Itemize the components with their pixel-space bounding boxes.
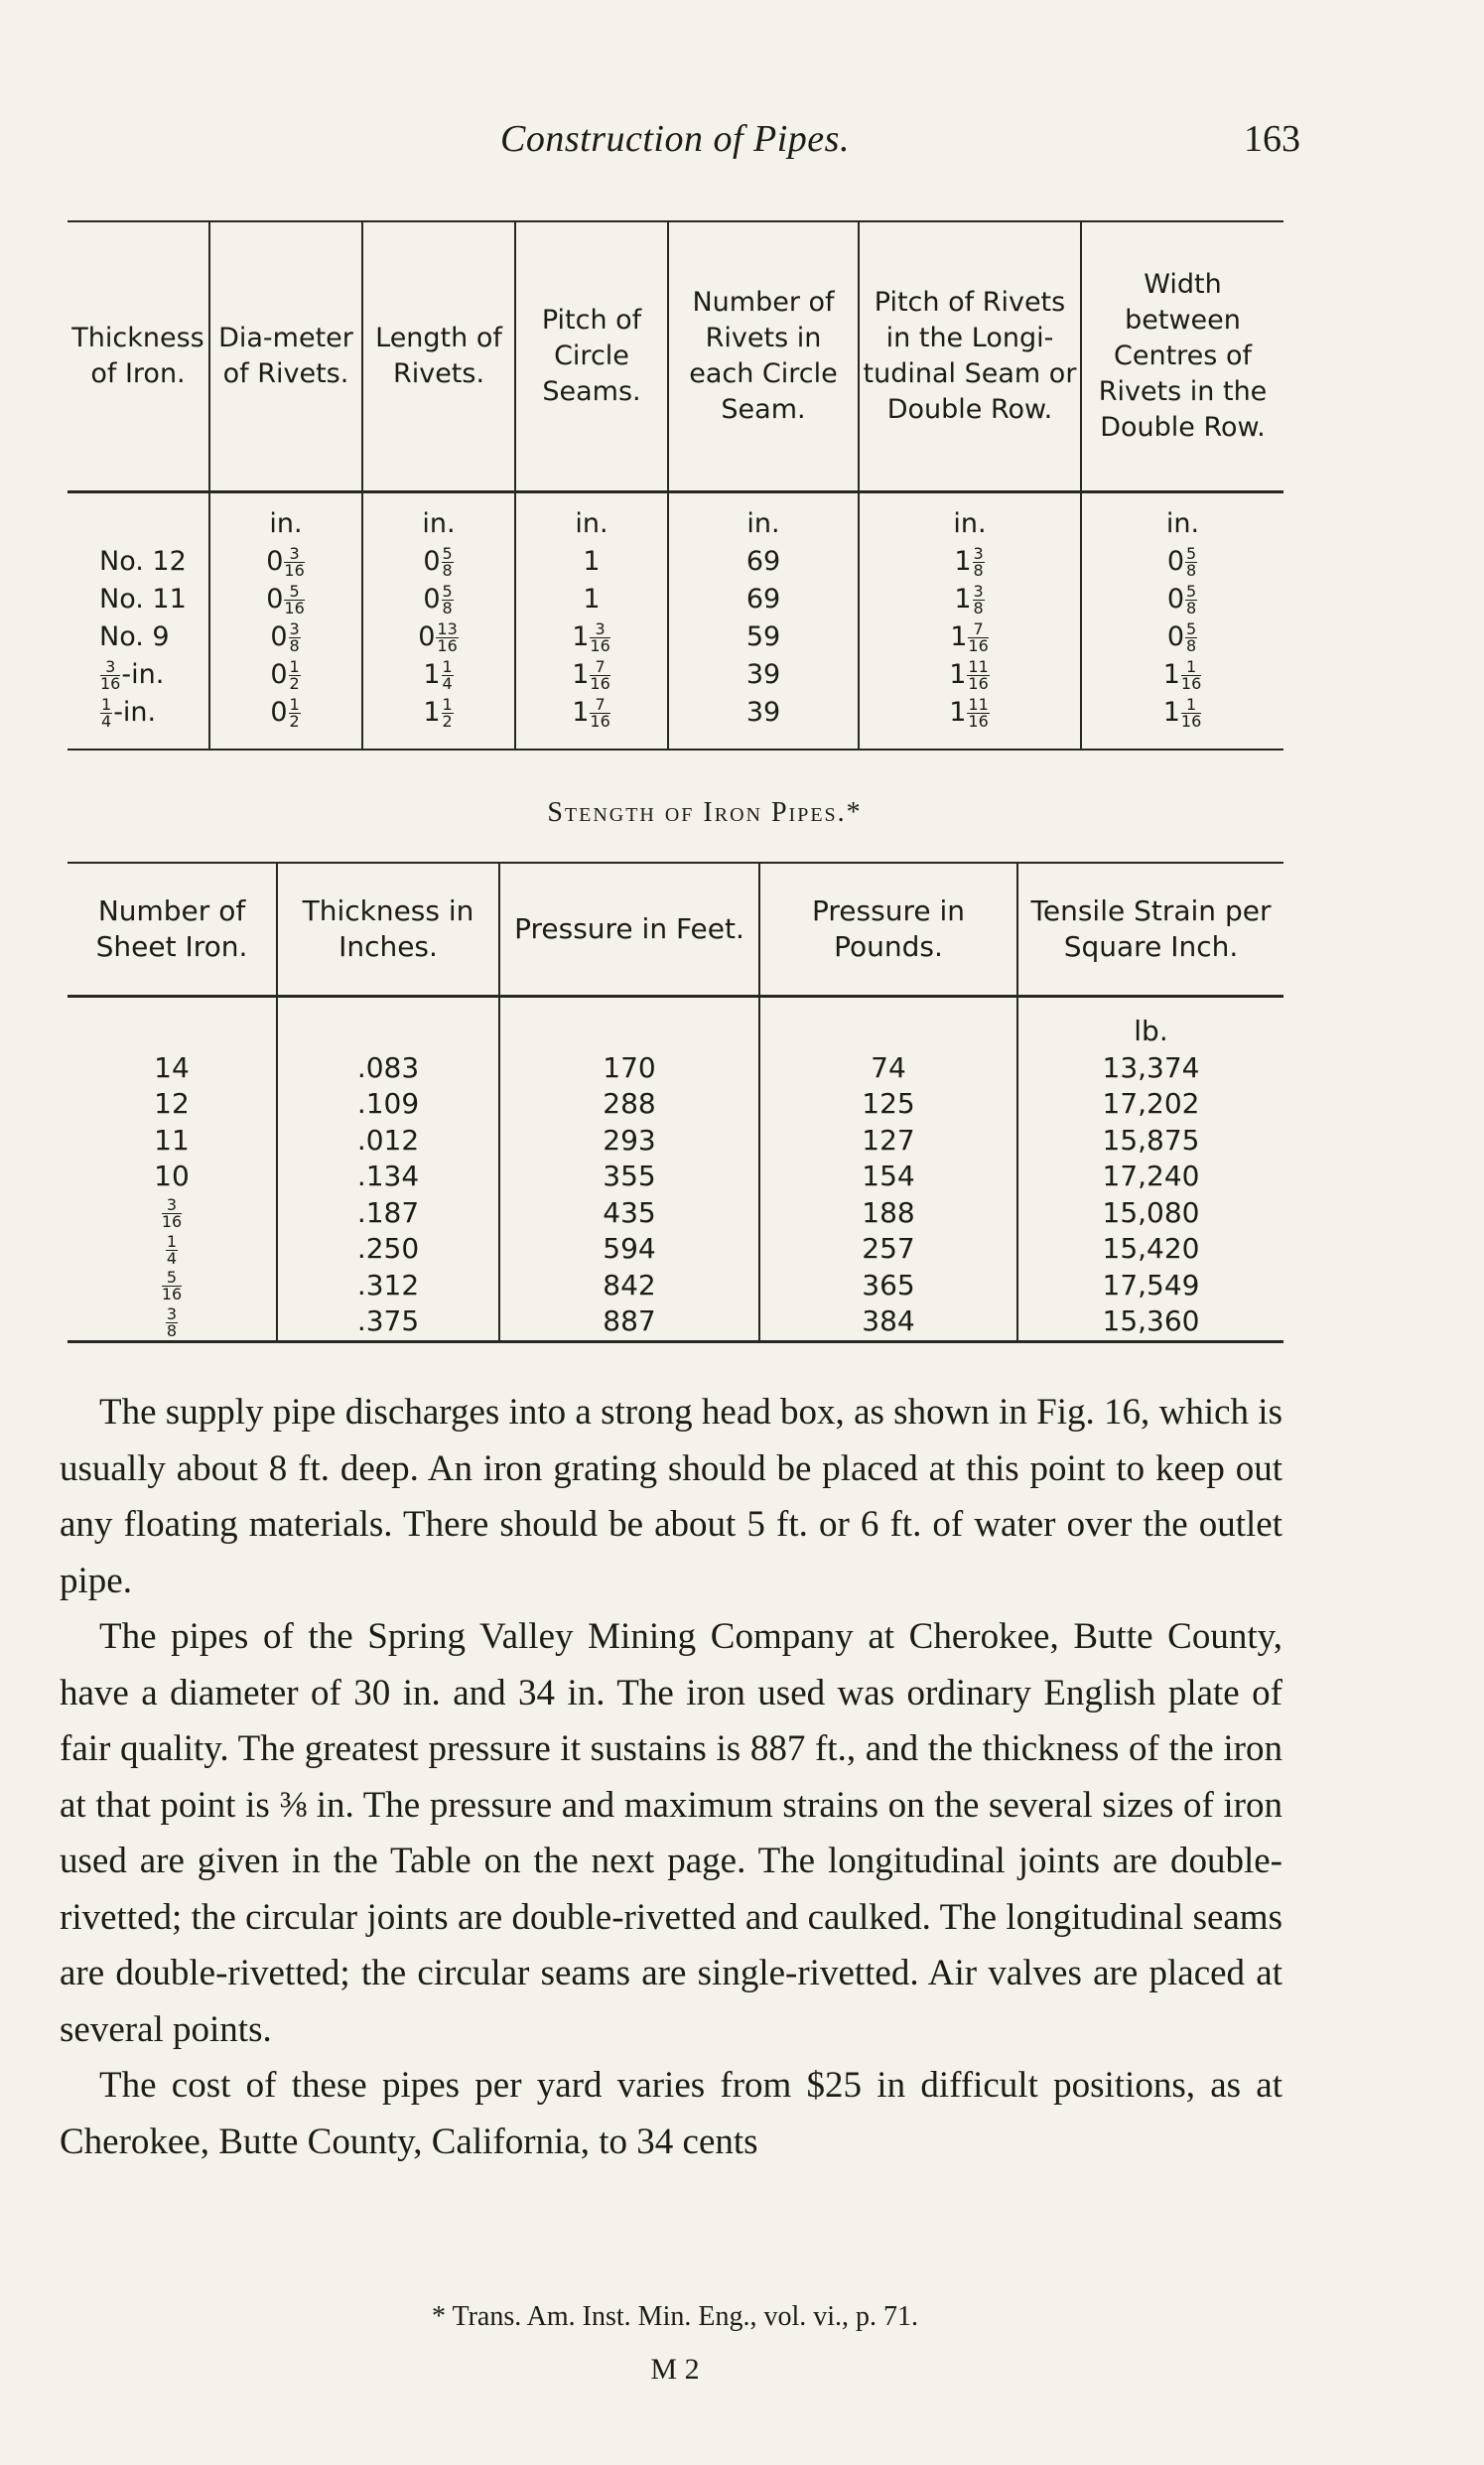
length-column bbox=[362, 492, 515, 751]
pitch-circle-values bbox=[516, 543, 667, 732]
cell-value: 17,202 bbox=[1102, 1087, 1200, 1120]
cell-value: 15,080 bbox=[1102, 1195, 1200, 1229]
cell-value: 14 bbox=[154, 1050, 190, 1084]
number-values bbox=[669, 543, 858, 732]
cell-value: $\frac{5}{16}$ bbox=[161, 1268, 183, 1303]
cell-value: 1 $\frac{3}{8}$ bbox=[954, 582, 984, 617]
cell-value: $\frac{1}{4}$ -in. bbox=[101, 695, 157, 731]
cell-value: $\frac{3}{8}$ bbox=[166, 1303, 178, 1340]
col-diameter-header: Dia-meter of Rivets. bbox=[209, 221, 362, 492]
sheet-column bbox=[67, 997, 277, 1342]
number-column bbox=[668, 492, 859, 751]
col-width-header: Width between Centres of Rivets in the Double Row. bbox=[1081, 221, 1283, 492]
cell-value: .012 bbox=[356, 1123, 420, 1157]
cell-value: 0 $\frac{5}{16}$ bbox=[266, 582, 305, 617]
unit-label: in. bbox=[1165, 508, 1200, 539]
strength-table bbox=[67, 862, 1283, 1343]
rivets-table bbox=[67, 220, 1283, 751]
cell-value: 15,420 bbox=[1102, 1232, 1200, 1265]
cell-value: 0 $\frac{5}{8}$ bbox=[423, 582, 453, 617]
cell-value: No. 9 bbox=[99, 621, 170, 652]
thickness-in-values bbox=[278, 1050, 498, 1340]
length-values bbox=[363, 543, 514, 732]
cell-value: 0 $\frac{5}{8}$ bbox=[423, 544, 453, 580]
cell-value: 1 $\frac{7}{16}$ bbox=[950, 619, 989, 655]
cell-value: 1 $\frac{7}{16}$ bbox=[572, 657, 610, 693]
thickness-values bbox=[99, 543, 208, 732]
cell-value: 0 $\frac{5}{8}$ bbox=[1166, 619, 1197, 655]
col-thickness-header: Thickness of Iron. bbox=[67, 221, 209, 492]
cell-value: 154 bbox=[862, 1160, 915, 1192]
tensile-unit: lb. bbox=[1134, 1015, 1168, 1047]
col-pitch-circle-header: Pitch of Circle Seams. bbox=[515, 221, 668, 492]
cell-value: 170 bbox=[603, 1050, 656, 1084]
cell-value: .134 bbox=[356, 1160, 420, 1192]
cell-value: 69 bbox=[745, 546, 781, 577]
unit-label: in. bbox=[575, 508, 608, 539]
cell-value: 842 bbox=[603, 1268, 656, 1301]
cell-value: 39 bbox=[745, 659, 781, 690]
unit-label: in. bbox=[269, 508, 303, 539]
cell-value: 384 bbox=[862, 1304, 915, 1337]
running-title: Construction of Pipes. bbox=[500, 118, 850, 160]
cell-value: 355 bbox=[603, 1160, 656, 1192]
col-number-header: Number of Rivets in each Circle Seam. bbox=[668, 221, 859, 492]
cell-value: 17,240 bbox=[1102, 1160, 1200, 1192]
cell-value: 365 bbox=[862, 1268, 915, 1301]
cell-value: $\frac{1}{4}$ bbox=[166, 1231, 178, 1268]
cell-value: 1 bbox=[583, 546, 601, 577]
cell-value: 0 $\frac{1}{2}$ bbox=[270, 695, 300, 731]
running-header bbox=[60, 117, 1300, 177]
cell-value: 1 $\frac{3}{16}$ bbox=[572, 619, 610, 655]
footnote: * Trans. Am. Inst. Min. Eng., vol. vi., p. 71. bbox=[431, 2301, 919, 2332]
cell-value: 1 $\frac{11}{16}$ bbox=[949, 657, 989, 693]
cell-value: 1 $\frac{7}{16}$ bbox=[572, 695, 610, 731]
cell-value: 0 $\frac{3}{16}$ bbox=[266, 544, 305, 580]
strength-table-caption: Stength of Iron Pipes.* bbox=[547, 797, 863, 828]
col-tensile-header: Tensile Strain per Square Inch. bbox=[1017, 863, 1283, 997]
cell-value: 0 $\frac{13}{16}$ bbox=[418, 619, 458, 655]
cell-value: 1 $\frac{1}{2}$ bbox=[423, 695, 453, 731]
cell-value: 15,875 bbox=[1102, 1123, 1200, 1157]
col-pitch-long-header: Pitch of Rivets in the Longi-tudinal Seam or Double Row. bbox=[859, 221, 1081, 492]
cell-value: .250 bbox=[356, 1232, 420, 1265]
cell-value: $\frac{3}{16}$ -in. bbox=[100, 657, 165, 693]
cell-value: 435 bbox=[603, 1195, 656, 1229]
unit-label: in. bbox=[422, 508, 456, 539]
unit-label: in. bbox=[746, 508, 780, 539]
cell-value: .187 bbox=[356, 1195, 420, 1229]
cell-value: 59 bbox=[745, 621, 781, 652]
paragraph: The supply pipe discharges into a strong head box, as shown in Fig. 16, which is usually about 8 ft. deep. An iron grating should be placed at this point to keep out any floating materials. There should be about 5 ft. or 6 ft. of water over the outlet pipe. bbox=[60, 1392, 1282, 1601]
cell-value: 288 bbox=[603, 1087, 656, 1120]
cell-value: .312 bbox=[356, 1268, 420, 1301]
cell-value: 594 bbox=[603, 1232, 656, 1265]
cell-value: .375 bbox=[356, 1304, 420, 1337]
cell-value: 1 $\frac{1}{16}$ bbox=[1162, 657, 1202, 693]
cell-value: 0 $\frac{1}{2}$ bbox=[270, 657, 300, 693]
cell-value: 69 bbox=[745, 584, 781, 615]
paragraph: The pipes of the Spring Valley Mining Company at Cherokee, Butte County, have a diameter of 30 in. and 34 in. The iron used was ordinary English plate of fair quality. The greatest pressure it sustains is 887 ft., and the thickness of the iron at that point is ⅜ in. The pressure and maximum strains on the several sizes of iron used are given in the Table on the next page. The longitudinal joints are double-rivetted; the circular joints are double-rivetted and caulked. The longitudinal seams are double-rivetted; the circular seams are single-rivetted. Air valves are placed at several points. bbox=[60, 1616, 1282, 2050]
cell-value: 1 $\frac{3}{8}$ bbox=[954, 544, 984, 580]
col-thickness-in-header: Thickness in Inches. bbox=[277, 863, 499, 997]
cell-value: 257 bbox=[862, 1232, 915, 1265]
cell-value: 15,360 bbox=[1102, 1304, 1200, 1337]
diameter-column bbox=[209, 492, 362, 751]
tensile-values bbox=[1018, 1050, 1283, 1340]
pressure-feet-column bbox=[499, 997, 759, 1342]
col-length-header: Length of Rivets. bbox=[362, 221, 515, 492]
pressure-pounds-column bbox=[759, 997, 1017, 1342]
cell-value: 188 bbox=[862, 1195, 915, 1229]
pitch-long-values bbox=[860, 543, 1080, 732]
cell-value: 1 $\frac{1}{4}$ bbox=[423, 657, 453, 693]
unit-label: in. bbox=[953, 508, 987, 539]
strength-body-row bbox=[67, 997, 1283, 1342]
cell-value: 1 $\frac{1}{16}$ bbox=[1162, 695, 1202, 731]
rivets-body-row bbox=[67, 492, 1283, 751]
width-values bbox=[1082, 543, 1283, 732]
cell-value: 12 bbox=[154, 1087, 190, 1120]
cell-value: 39 bbox=[745, 697, 781, 728]
pitch-circle-column bbox=[515, 492, 668, 751]
cell-value: 74 bbox=[871, 1050, 906, 1084]
col-pressure-pounds-header: Pressure in Pounds. bbox=[759, 863, 1017, 997]
cell-value: 0 $\frac{3}{8}$ bbox=[270, 619, 300, 655]
cell-value: 125 bbox=[862, 1087, 915, 1120]
tensile-column bbox=[1017, 997, 1283, 1342]
cell-value: 11 bbox=[154, 1123, 190, 1157]
width-column bbox=[1081, 492, 1283, 751]
page-number: 163 bbox=[1244, 118, 1300, 160]
cell-value: .083 bbox=[356, 1050, 420, 1084]
cell-value: 13,374 bbox=[1102, 1050, 1200, 1084]
pitch-long-column bbox=[859, 492, 1081, 751]
diameter-values bbox=[210, 543, 361, 732]
cell-value: 17,549 bbox=[1102, 1268, 1200, 1301]
cell-value: .109 bbox=[356, 1087, 420, 1120]
cell-value: 0 $\frac{5}{8}$ bbox=[1166, 582, 1197, 617]
pressure-feet-values bbox=[500, 1050, 758, 1340]
sheet-values bbox=[67, 1050, 276, 1340]
thickness-column bbox=[67, 492, 209, 751]
cell-value: No. 12 bbox=[99, 546, 187, 577]
thickness-in-column bbox=[277, 997, 499, 1342]
cell-value: 10 bbox=[154, 1160, 190, 1192]
paragraph: The cost of these pipes per yard varies from $25 in difficult positions, as at Cherokee, Butte County, California, to 34 cents bbox=[60, 2065, 1282, 2162]
col-sheet-header: Number of Sheet Iron. bbox=[67, 863, 277, 997]
cell-value: 0 $\frac{5}{8}$ bbox=[1166, 544, 1197, 580]
pressure-pounds-values bbox=[760, 1050, 1016, 1340]
rivets-header-row bbox=[67, 221, 1283, 492]
cell-value: 1 $\frac{11}{16}$ bbox=[949, 695, 989, 731]
cell-value: No. 11 bbox=[99, 584, 187, 615]
strength-header-row bbox=[67, 863, 1283, 997]
col-pressure-feet-header: Pressure in Feet. bbox=[499, 863, 759, 997]
cell-value: $\frac{3}{16}$ bbox=[161, 1195, 183, 1231]
cell-value: 127 bbox=[862, 1123, 915, 1157]
cell-value: 887 bbox=[603, 1304, 656, 1337]
body-text bbox=[60, 1385, 1282, 2170]
signature-mark: M 2 bbox=[650, 2353, 700, 2386]
cell-value: 1 bbox=[583, 584, 601, 615]
cell-value: 293 bbox=[603, 1123, 656, 1157]
